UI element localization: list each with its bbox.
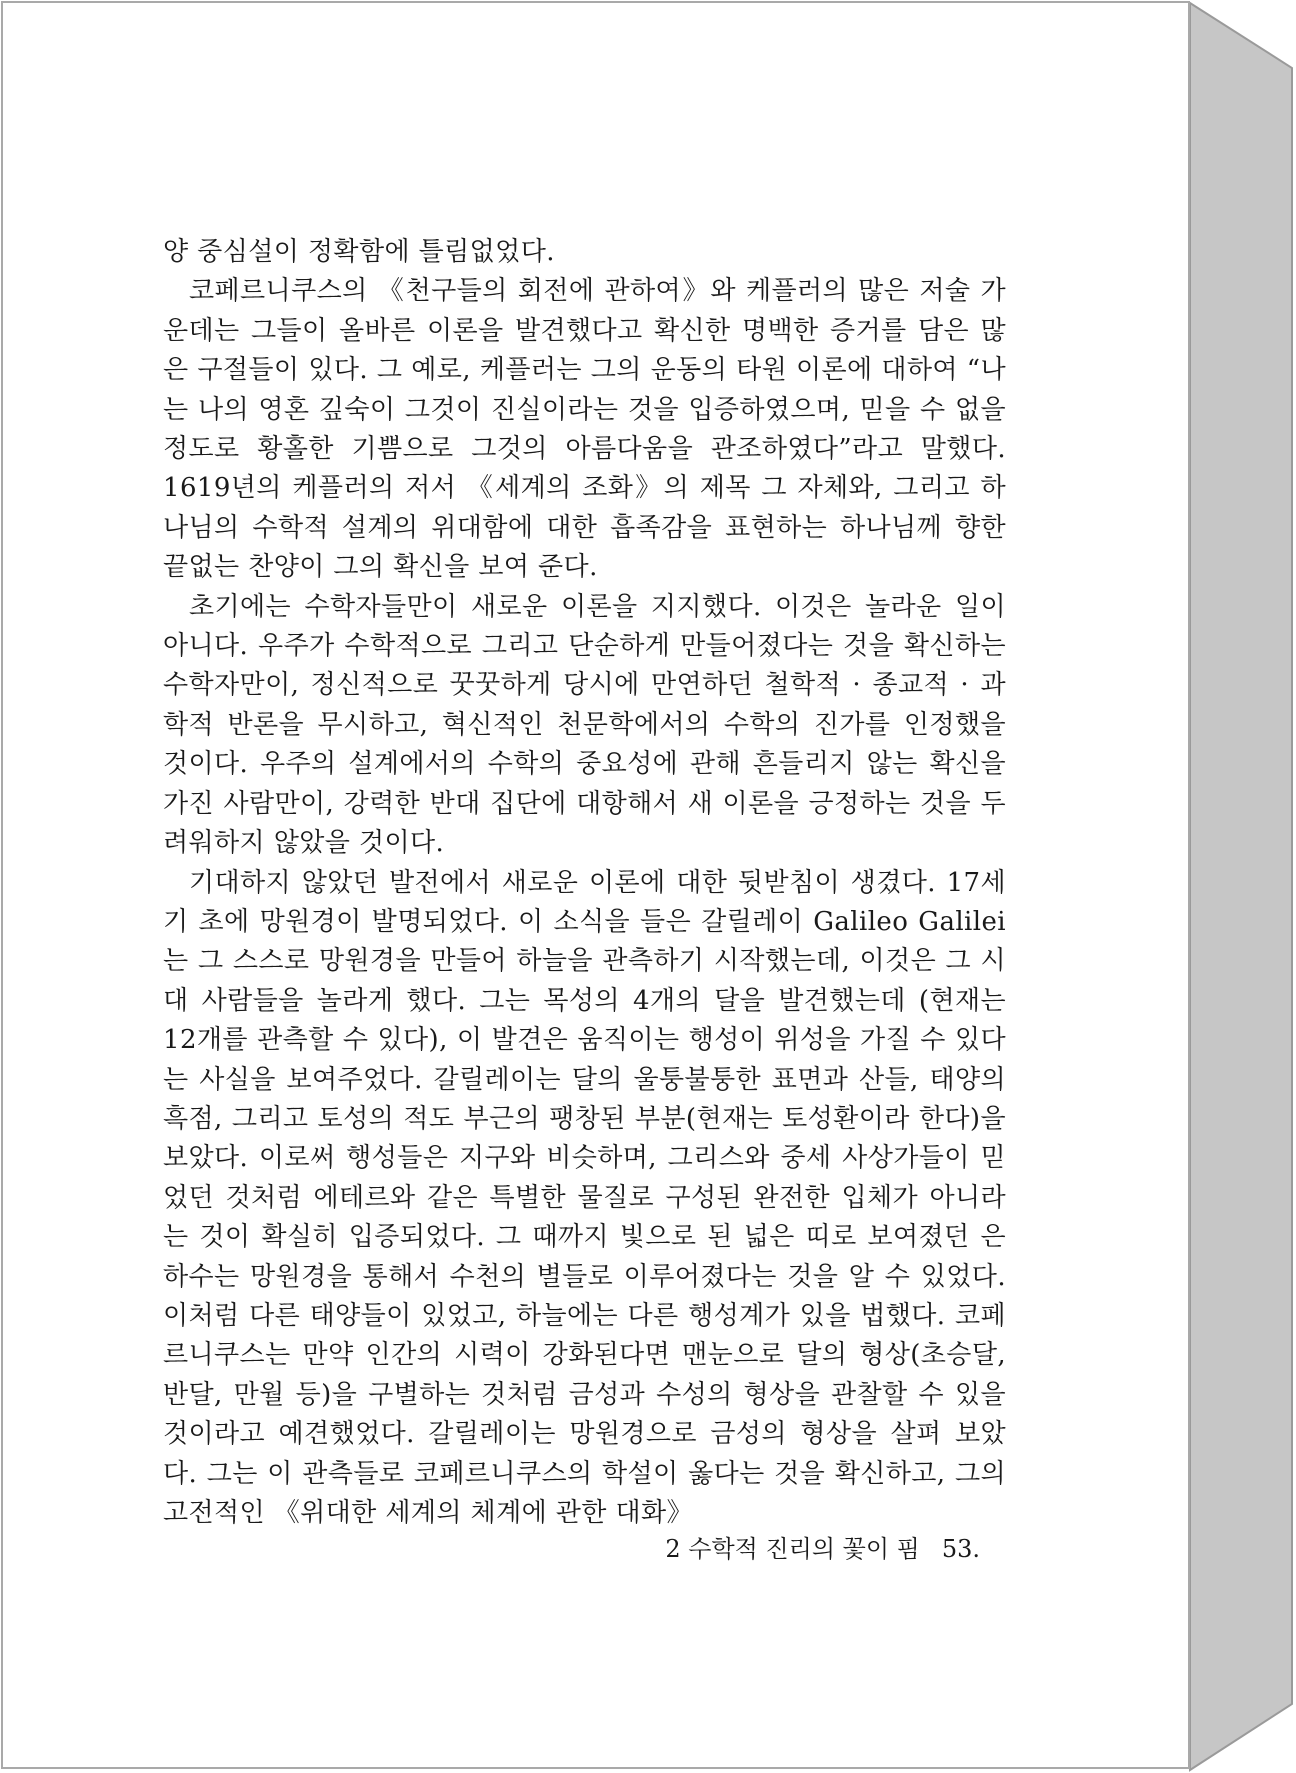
- book-spine-shape: [1190, 3, 1292, 1770]
- paragraph-4: 기대하지 않았던 발전에서 새로운 이론에 대한 뒷받침이 생겼다. 17세기 초에 망원경이 발명되었다. 이 소식을 들은 갈릴레이 Galileo Galilei는 그 스스로 망원경을 만들어 하늘을 관측하기 시작했는데, 이것은 그 시대 사람들을 놀라게 했다. 그는 목성의 4개의 달을 발견했는데 (현재는 12개를 관측할 수 있다), 이 발견은 움직이는 행성이 위성을 가질 수 있다는 사실을 보여주었다. 갈릴레이는 달의 울퉁불퉁한 표면과 산들, 태양의 흑점, 그리고 토성의 적도 부근의 팽창된 부분(현재는 토성환이라 한다)을 보았다. 이로써 행성들은 지구와 비슷하며, 그리스와 중세 사상가들이 믿었던 것처럼 에테르와 같은 특별한 물질로 구성된 완전한 입체가 아니라는 것이 확실히 입증되었다. 그 때까지 빛으로 된 넓은 띠로 보여졌던 은하수는 망원경을 통해서 수천의 별들로 이루어졌다는 것을 알 수 있었다. 이처럼 다른 태양들이 있었고, 하늘에는 다른 행성계가 있을 법했다. 코페르니쿠스는 만약 인간의 시력이 강화된다면 맨눈으로 달의 형상(초승달, 반달, 만월 등)을 구별하는 것처럼 금성과 수성의 형상을 관찰할 수 있을 것이라고 예견했었다. 갈릴레이는 망원경으로 금성의 형상을 살펴 보았다. 그는 이 관측들로 코페르니쿠스의 학설이 옳다는 것을 확신하고, 그의 고전적인 《위대한 세계의 체계에 관한 대화》: [163, 867, 1006, 1528]
- page-footer: [650, 1529, 980, 1564]
- paragraph-2: 코페르니쿠스의 《천구들의 회전에 관하여》와 케플러의 많은 저술 가운데는 그들이 올바른 이론을 발견했다고 확신한 명백한 증거를 담은 많은 구절들이 있다. 그 예로, 케플러는 그의 운동의 타원 이론에 대하여 “나는 나의 영혼 깊숙이 그것이 진실이라는 것을 입증하였으며, 믿을 수 없을 정도로 황홀한 기쁨으로 그것의 아름다움을 관조하였다”라고 말했다. 1619년의 케플러의 저서 《세계의 조화》의 제목 그 자체와, 그리고 하나님의 수학적 설계의 위대함에 대한 흡족감을 표현하는 하나님께 향한 끝없는 찬양이 그의 확신을 보여 준다.: [163, 276, 1006, 583]
- paragraph-3: 초기에는 수학자들만이 새로운 이론을 지지했다. 이것은 놀라운 일이 아니다. 우주가 수학적으로 그리고 단순하게 만들어졌다는 것을 확신하는 수학자만이, 정신적으로 꿋꿋하게 당시에 만연하던 철학적 · 종교적 · 과학적 반론을 무시하고, 혁신적인 천문학에서의 수학의 진가를 인정했을 것이다. 우주의 설계에서의 수학의 중요성에 관해 흔들리지 않는 확신을 가진 사람만이, 강력한 반대 집단에 대항해서 새 이론을 긍정하는 것을 두려워하지 않았을 것이다.: [163, 591, 1006, 859]
- paragraph-1: 양 중심설이 정확함에 틀림없었다.: [163, 237, 555, 267]
- page-number: 53.: [941, 1535, 980, 1563]
- running-chapter-title: 2 수학적 진리의 꽃이 핌: [665, 1535, 920, 1563]
- page-body-text: [163, 233, 1006, 1533]
